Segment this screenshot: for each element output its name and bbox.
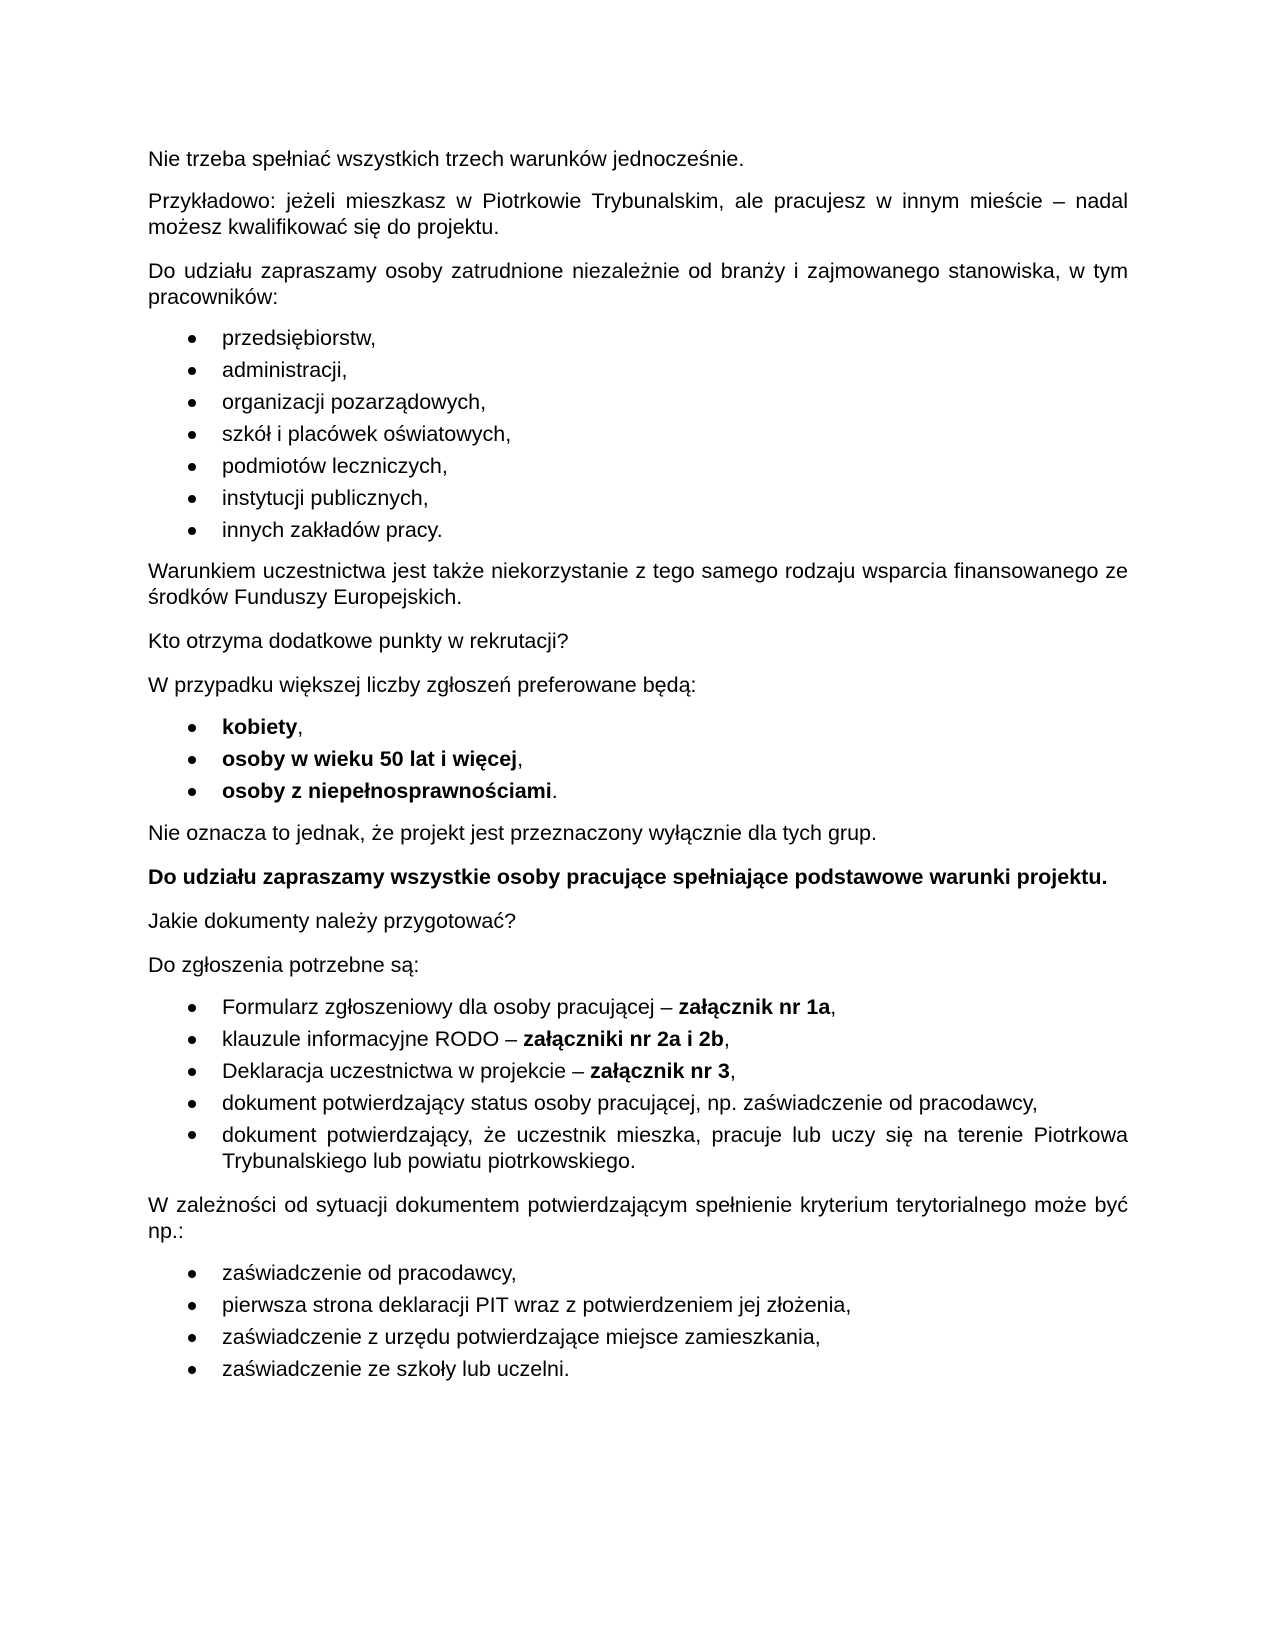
- bullet-icon: [188, 1004, 196, 1012]
- list-item: organizacji pozarządowych,: [148, 386, 1128, 418]
- list-item: Formularz zgłoszeniowy dla osoby pracującej – załącznik nr 1a,: [148, 991, 1128, 1023]
- paragraph-preferred: W przypadku większej liczby zgłoszeń preferowane będą:: [148, 673, 697, 697]
- paragraph-example: Przykładowo: jeżeli mieszkasz w Piotrkowie Trybunalskim, ale pracujesz w innym mieście – nadal możesz kwalifikować się do projektu.: [148, 189, 1128, 239]
- paragraph-invitation-bold: Do udziału zapraszamy wszystkie osoby pracujące spełniające podstawowe warunki projektu.: [148, 865, 1108, 889]
- list-item: dokument potwierdzający status osoby pracującej, np. zaświadczenie od pracodawcy,: [148, 1087, 1128, 1119]
- list-item: innych zakładów pracy.: [148, 514, 1128, 546]
- bullet-icon: [188, 431, 196, 439]
- paragraph-invitation: Do udziału zapraszamy osoby zatrudnione niezależnie od branży i zajmowanego stanowiska, w tym pracowników:: [148, 259, 1128, 309]
- list-item: Deklaracja uczestnictwa w projekcie – załącznik nr 3,: [148, 1055, 1128, 1087]
- bullet-icon: [188, 1366, 196, 1374]
- list-item: przedsiębiorstw,: [148, 322, 1128, 354]
- bullet-icon: [188, 1270, 196, 1278]
- list-item: osoby z niepełnosprawnościami.: [148, 775, 1128, 807]
- bullet-icon: [188, 1100, 196, 1108]
- preferred-list: [148, 711, 1128, 807]
- list-item: szkół i placówek oświatowych,: [148, 418, 1128, 450]
- bullet-icon: [188, 1131, 196, 1139]
- bullet-icon: [188, 724, 196, 732]
- question-extra-points: Kto otrzyma dodatkowe punkty w rekrutacji?: [148, 629, 569, 653]
- bullet-icon: [188, 399, 196, 407]
- list-item: instytucji publicznych,: [148, 482, 1128, 514]
- list-item: kobiety,: [148, 711, 1128, 743]
- bullet-icon: [188, 367, 196, 375]
- documents-list: [148, 991, 1128, 1174]
- bullet-icon: [188, 463, 196, 471]
- question-documents: Jakie dokumenty należy przygotować?: [148, 909, 517, 933]
- list-item: administracji,: [148, 354, 1128, 386]
- bullet-icon: [188, 756, 196, 764]
- list-item: zaświadczenie ze szkoły lub uczelni.: [148, 1353, 1128, 1385]
- list-item: osoby w wieku 50 lat i więcej,: [148, 743, 1128, 775]
- sectors-list: [148, 322, 1128, 546]
- paragraph-conditions: Nie trzeba spełniać wszystkich trzech warunków jednocześnie.: [148, 147, 745, 171]
- paragraph-eligibility: Warunkiem uczestnictwa jest także niekorzystanie z tego samego rodzaju wsparcia finansowanego ze środków Funduszy Europejskich.: [148, 559, 1128, 609]
- bullet-icon: [188, 788, 196, 796]
- bullet-icon: [188, 495, 196, 503]
- bullet-icon: [188, 1068, 196, 1076]
- bullet-icon: [188, 1036, 196, 1044]
- bullet-icon: [188, 527, 196, 535]
- list-item: klauzule informacyjne RODO – załączniki nr 2a i 2b,: [148, 1023, 1128, 1055]
- list-item: podmiotów leczniczych,: [148, 450, 1128, 482]
- paragraph-not-exclusive: Nie oznacza to jednak, że projekt jest przeznaczony wyłącznie dla tych grup.: [148, 821, 877, 845]
- bullet-icon: [188, 1334, 196, 1342]
- paragraph-required: Do zgłoszenia potrzebne są:: [148, 953, 420, 977]
- proofs-list: [148, 1257, 1128, 1385]
- list-item: zaświadczenie z urzędu potwierdzające miejsce zamieszkania,: [148, 1321, 1128, 1353]
- list-item: pierwsza strona deklaracji PIT wraz z potwierdzeniem jej złożenia,: [148, 1289, 1128, 1321]
- document-page: [148, 146, 1128, 1385]
- list-item: dokument potwierdzający, że uczestnik mieszka, pracuje lub uczy się na terenie Piotrkowa Trybunalskiego lub powiatu piotrkowskiego.: [148, 1119, 1128, 1174]
- paragraph-territorial: W zależności od sytuacji dokumentem potwierdzającym spełnienie kryterium terytorialnego może być np.:: [148, 1193, 1128, 1243]
- bullet-icon: [188, 335, 196, 343]
- list-item: zaświadczenie od pracodawcy,: [148, 1257, 1128, 1289]
- bullet-icon: [188, 1302, 196, 1310]
